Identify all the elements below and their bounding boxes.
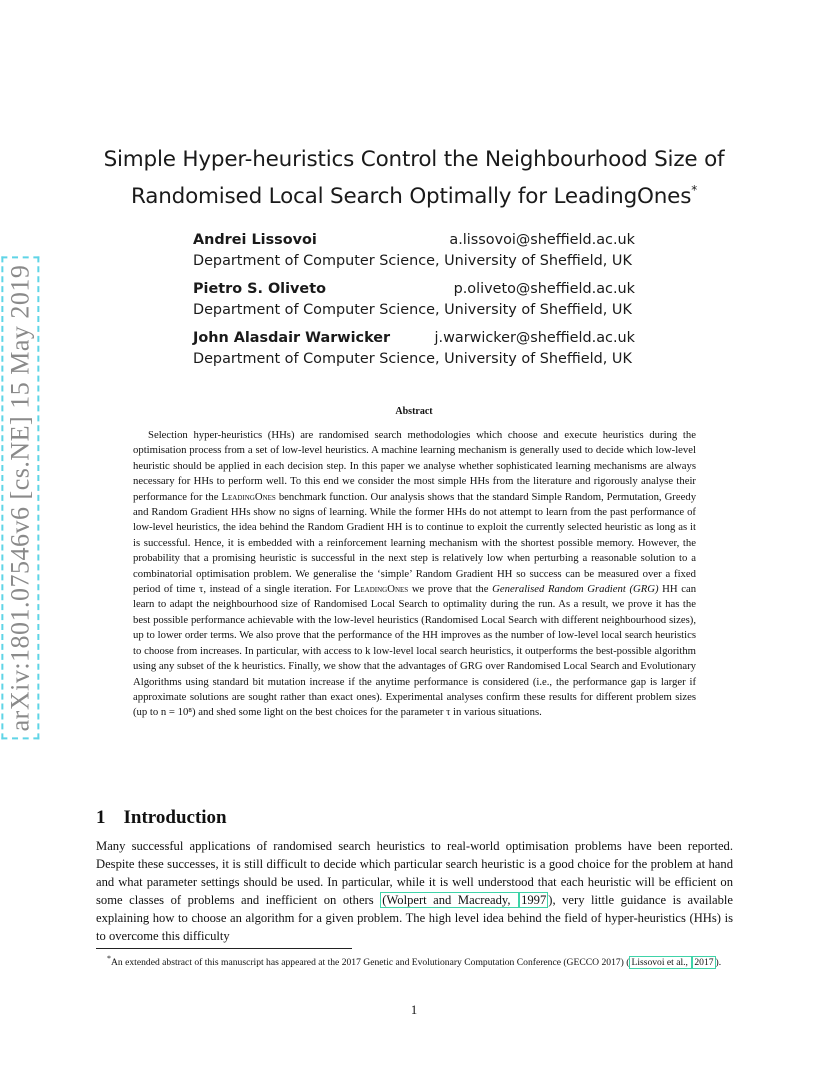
- author-affiliation: Department of Computer Science, University of Sheffield, UK: [193, 253, 632, 269]
- arxiv-stamp: [0, 236, 40, 760]
- grg-term: Generalised Random Gradient (GRG): [492, 583, 659, 596]
- title-line-2: Randomised Local Search Optimally for LeadingOnes*: [130, 183, 698, 209]
- author-affiliation: Department of Computer Science, University of Sheffield, UK: [193, 351, 632, 367]
- section-number: 1: [96, 807, 106, 828]
- author-name: John Alasdair Warwicker: [193, 330, 391, 346]
- arxiv-id: arXiv:1801.07546v6 [cs.NE] 15 May 2019: [1, 257, 39, 740]
- page-number: 1: [410, 1003, 418, 1017]
- footnote-rule: [96, 948, 352, 949]
- title-footnote-mark[interactable]: *: [691, 183, 698, 197]
- leadingones-term: LeadingOnes: [353, 583, 409, 596]
- section-heading: [96, 807, 227, 829]
- leadingones-term: LeadingOnes: [221, 490, 276, 503]
- author-affiliation: Department of Computer Science, University of Sheffield, UK: [193, 302, 632, 318]
- citation-year-link[interactable]: 2017: [694, 957, 714, 969]
- abstract-heading: Abstract: [395, 406, 433, 417]
- author-block: [193, 328, 635, 369]
- citation-year-link[interactable]: 1997: [521, 893, 547, 907]
- abstract-body: Selection hyper-heuristics (HHs) are randomised search methodologies which choose and execute heuristics during the optimisation process from a set of low-level heuristics. A machine learning mechanism is generally used to decide which low-level heuristic should be applied in each decision step. In this paper we analyse whether sophisticated learning mechanisms are always necessary for HHs to perform well. To this end we consider the most simple HHs from the literature and rigorously analyse their performance for the LeadingOnes benchmark function. Our analysis shows that the standard Simple Random, Permutation, Greedy and Random Gradient HHs show no signs of learning. While the former HHs do not attempt to learn from the past performance of low-level heuristics, the idea behind the Random Gradient HH is to continue to exploit the currently selected heuristic as long as it is successful. Hence, it is embedded with a reinforcement learning mechanism with the shortest possible memory. However, the probability that a promising heuristic is successful in the next step is relatively low when perturbing a reasonable solution to a combinatorial optimisation problem. We generalise the ‘simple’ Random Gradient HH so success can be measured over a fixed period of time τ, instead of a single iteration. For LeadingOnes we prove that the Generalised Random Gradient (GRG) HH can learn to adapt the neighbourhood size of Randomised Local Search to optimality during the run. As a result, we prove it has the best possible performance achievable with the low-level heuristics (Randomised Local Search with different neighbourhood sizes), up to lower order terms. We also prove that the performance of the HH improves as the number of low-level local search heuristics to choose from increases. In particular, with access to k low-level local search heuristics, it outperforms the best-possible algorithm using any subset of the k heuristics. Finally, we show that the advantages of GRG over Randomised Local Search and Evolutionary Algorithms using standard bit mutation increase if the anytime performance is considered (i.e., the performance gap is larger if approximate solutions are sought rather than exact ones). Experimental analyses confirm these results for different problem sizes (up to n = 10⁸) and shed some light on the best choices for the parameter τ in various situations.: [133, 429, 697, 719]
- author-email: j.warwicker@sheffield.ac.uk: [434, 330, 635, 346]
- footnote: *An extended abstract of this manuscript has appeared at the 2017 Genetic and Evolutionary Computation Conference (GECCO 2017) ( Lissovoi et al., 2017 ).: [107, 954, 722, 969]
- author-name: Pietro S. Oliveto: [193, 281, 326, 297]
- author-email: p.oliveto@sheffield.ac.uk: [453, 281, 635, 297]
- title-line-1: Simple Hyper-heuristics Control the Neighbourhood Size of: [103, 147, 725, 172]
- citation-link[interactable]: (Wolpert and Macready,: [382, 893, 518, 907]
- author-email: a.lissovoi@sheffield.ac.uk: [449, 232, 635, 248]
- section-title: Introduction: [123, 807, 227, 828]
- author-name: Andrei Lissovoi: [193, 232, 317, 248]
- citation-link[interactable]: Lissovoi et al.,: [631, 957, 691, 969]
- paper-title: [90, 144, 738, 212]
- footnote-mark: *: [107, 954, 111, 963]
- author-list: [193, 230, 635, 377]
- author-block: [193, 230, 635, 271]
- intro-paragraph: Many successful applications of randomised search heuristics to real-world optimisation problems have been reported. Despite these successes, it is still difficult to decide which particular search heuristic is a good choice for the problem at hand and what parameter settings should be used. In particular, while it is well understood that each heuristic will be efficient on some classes of problems and inefficient on others (Wolpert and Macready, 1997 ), very little guidance is available explaining how to choose an algorithm for a given problem. The high level idea behind the field of hyper-heuristics (HHs) is to overcome this difficulty: [96, 839, 733, 943]
- author-block: [193, 279, 635, 320]
